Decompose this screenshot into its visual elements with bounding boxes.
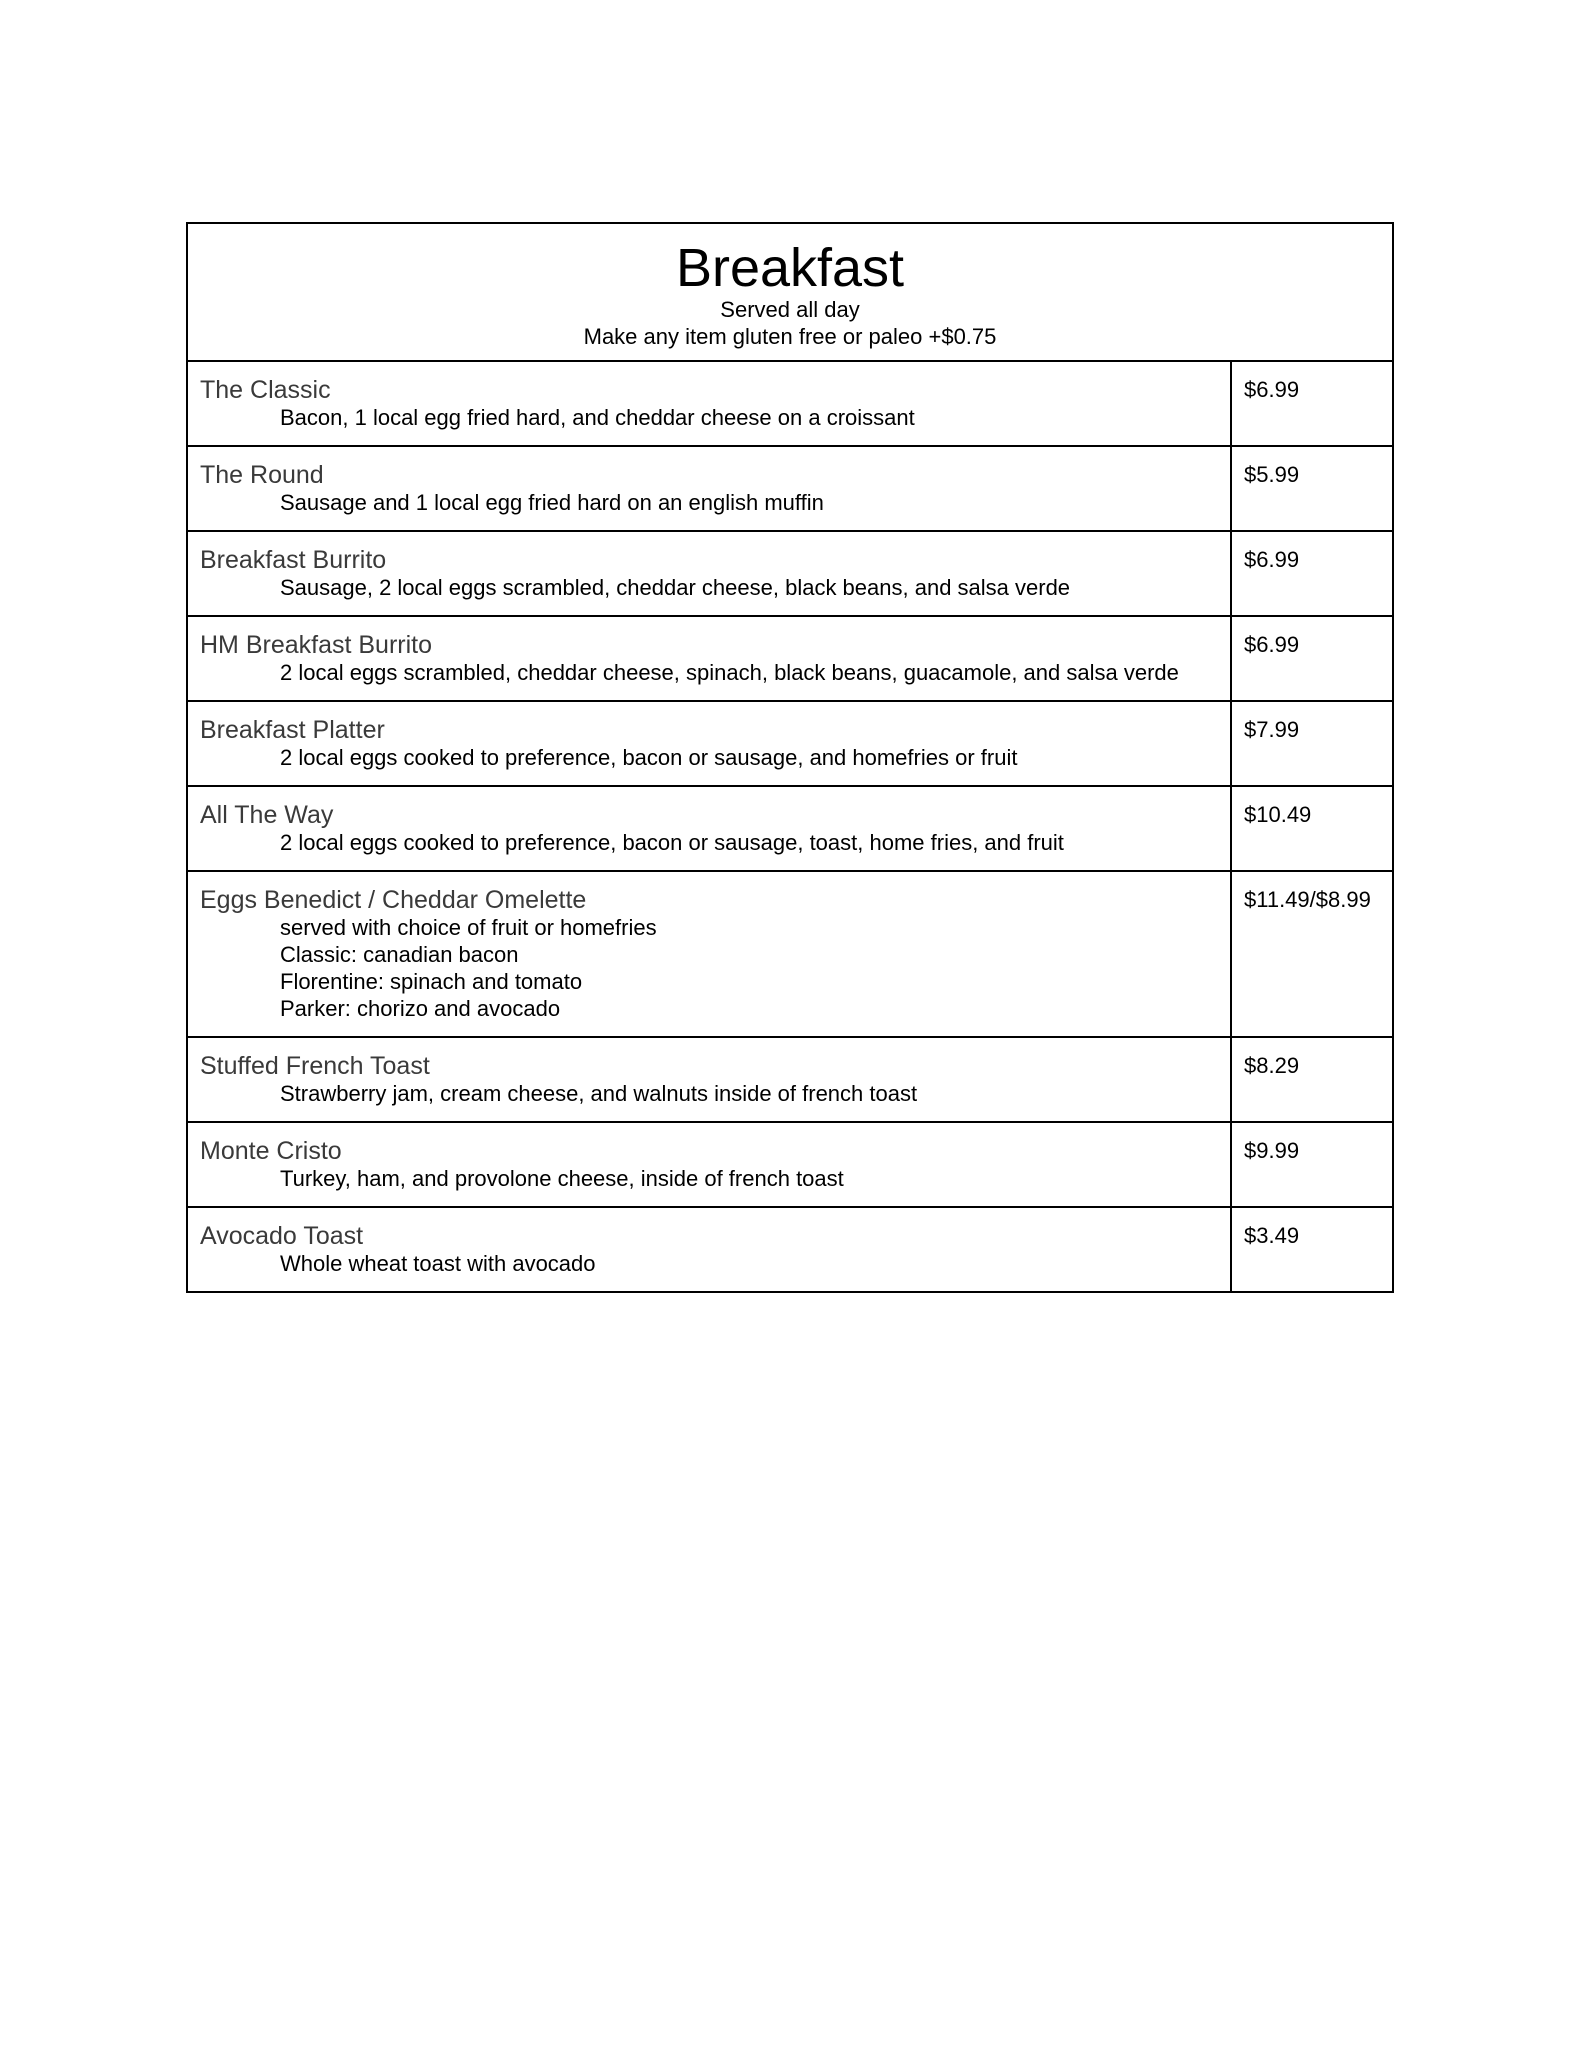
menu-item-name: Stuffed French Toast (200, 1052, 430, 1080)
menu-item-description (200, 744, 1220, 771)
menu-item-price: $5.99 (1231, 446, 1393, 531)
menu-item-description (200, 1250, 1220, 1277)
menu-item-price: $9.99 (1231, 1122, 1393, 1207)
menu-item-name: The Round (200, 461, 324, 489)
menu-item-cell (187, 616, 1231, 701)
menu-table (186, 222, 1394, 1293)
menu-item-cell (187, 361, 1231, 446)
menu-item-description-line: served with choice of fruit or homefries (280, 915, 657, 940)
menu-item-row (187, 1122, 1393, 1207)
menu-item-name: HM Breakfast Burrito (200, 631, 433, 659)
menu-item-cell (187, 1037, 1231, 1122)
menu-item-name: All The Way (200, 801, 334, 829)
menu-item-price: $3.49 (1231, 1207, 1393, 1292)
menu-item-price: $11.49/$8.99 (1231, 871, 1393, 1037)
menu-item-description-line: Bacon, 1 local egg fried hard, and cheddar cheese on a croissant (280, 405, 915, 430)
menu-item-description-line: 2 local eggs cooked to preference, bacon or sausage, and homefries or fruit (280, 745, 1018, 770)
menu-item-description (200, 1165, 1220, 1192)
menu-item-name: Monte Cristo (200, 1137, 342, 1165)
menu-item-cell (187, 701, 1231, 786)
menu-item-price: $6.99 (1231, 531, 1393, 616)
menu-item-description-line: Sausage, 2 local eggs scrambled, cheddar cheese, black beans, and salsa verde (280, 575, 1071, 600)
menu-item-description-line: Sausage and 1 local egg fried hard on an english muffin (280, 490, 824, 515)
menu-item-row (187, 616, 1393, 701)
menu-item-cell (187, 871, 1231, 1037)
menu-header (187, 223, 1393, 361)
menu-item-name: Eggs Benedict / Cheddar Omelette (200, 886, 587, 914)
menu-title: Breakfast (675, 238, 905, 298)
menu-item-price: $6.99 (1231, 616, 1393, 701)
menu-item-description-line: 2 local eggs cooked to preference, bacon or sausage, toast, home fries, and fruit (280, 830, 1064, 855)
menu-item-cell (187, 446, 1231, 531)
menu-item-description (200, 659, 1220, 686)
menu-item-description (200, 1080, 1220, 1107)
menu-item-cell (187, 1122, 1231, 1207)
menu-item-price: $8.29 (1231, 1037, 1393, 1122)
menu-item-description (200, 914, 1220, 1022)
menu-item-description-line: Whole wheat toast with avocado (280, 1251, 596, 1276)
menu-item-description-line: Parker: chorizo and avocado (280, 996, 561, 1021)
menu-item-price: $6.99 (1231, 361, 1393, 446)
menu-item-name: Breakfast Burrito (200, 546, 387, 574)
menu-header-row (187, 223, 1393, 361)
menu-item-description (200, 489, 1220, 516)
menu-item-description-line: Classic: canadian bacon (280, 942, 519, 967)
menu-item-row (187, 1207, 1393, 1292)
menu-item-description (200, 829, 1220, 856)
menu-item-description (200, 404, 1220, 431)
menu-item-cell (187, 1207, 1231, 1292)
menu-item-name: Avocado Toast (200, 1222, 364, 1250)
menu-item-description-line: Turkey, ham, and provolone cheese, inside of french toast (280, 1166, 844, 1191)
menu-item-description-line: Florentine: spinach and tomato (280, 969, 583, 994)
menu-item-name: The Classic (200, 376, 331, 404)
menu-item-cell (187, 531, 1231, 616)
menu-item-row (187, 871, 1393, 1037)
menu-item-description (200, 574, 1220, 601)
menu-item-price: $7.99 (1231, 701, 1393, 786)
menu-item-description-line: Strawberry jam, cream cheese, and walnuts inside of french toast (280, 1081, 918, 1106)
menu-item-price: $10.49 (1231, 786, 1393, 871)
menu-item-row (187, 531, 1393, 616)
menu-item-row (187, 446, 1393, 531)
menu-item-row (187, 701, 1393, 786)
menu-item-row (187, 786, 1393, 871)
menu-item-description-line: 2 local eggs scrambled, cheddar cheese, spinach, black beans, guacamole, and salsa verde (280, 660, 1179, 685)
menu-item-name: Breakfast Platter (200, 716, 385, 744)
menu-item-cell (187, 786, 1231, 871)
menu-item-row (187, 1037, 1393, 1122)
menu-note: Make any item gluten free or paleo +$0.75 (583, 324, 997, 349)
menu-subtitle: Served all day (720, 297, 860, 322)
menu-item-row (187, 361, 1393, 446)
